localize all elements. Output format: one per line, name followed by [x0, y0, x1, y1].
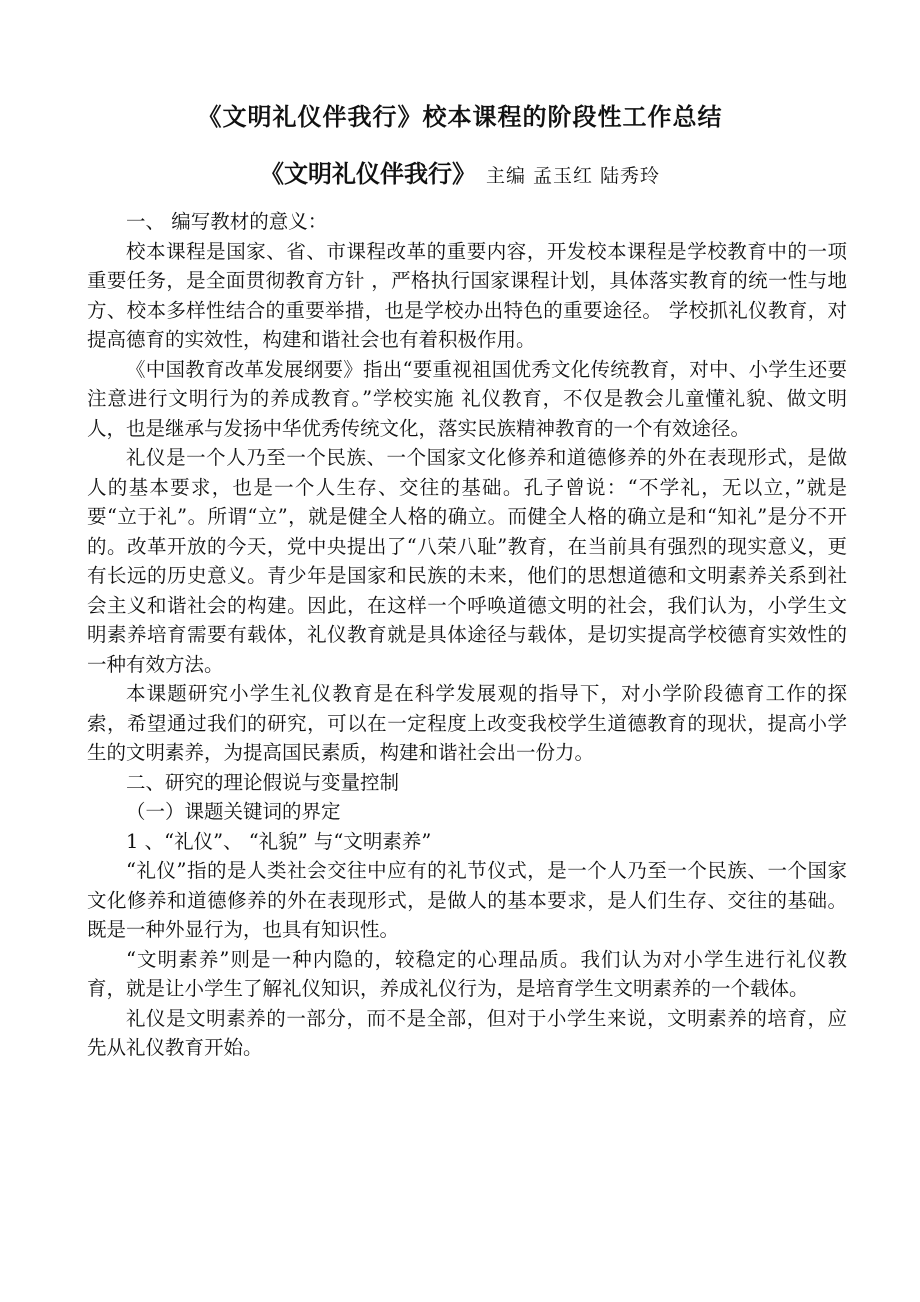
item-heading: 1 、“礼仪”、 “礼貌” 与“文明素养”	[126, 829, 432, 853]
body-paragraph: 礼仪是一个人乃至一个民族、一个国家文化修养和道德修养的外在表现形式，是做人的基本要求，也是一个人生存、交往的基础。孔子曾说：“不学礼，无以立，”就是要“立于礼”。所谓“立”，就是健全人格的确立。而健全人格的确立是和“知礼”是分不开的。改革开放的今天，党中央提出了“八荣八耻”教育，在当前具有强烈的现实意义，更有长远的历史意义。青少年是国家和民族的未来，他们的思想道德和文明素养关系到社会主义和谐社会的构建。因此，在这样一个呼唤道德文明的社会，我们认为，小学生文明素养培育需要有载体，礼仪教育就是具体途径与载体，是切实提高学校德育实效性的一种有效方法。	[87, 446, 847, 676]
body-paragraph: 校本课程是国家、省、市课程改革的重要内容，开发校本课程是学校教育中的一项重要任务，是全面贯彻教育方针 ，严格执行国家课程计划，具体落实教育的统一性与地方、校本多样性结合的重要举措，也是学校办出特色的重要途径。 学校抓礼仪教育，对提高德育的实效性，构建和谐社会也有着积极作用。	[87, 239, 847, 351]
body-paragraph: 本课题研究小学生礼仪教育是在科学发展观的指导下，对小学阶段德育工作的探索，希望通过我们的研究，可以在一定程度上改变我校学生道德教育的现状，提高小学生的文明素养，为提高国民素质，构建和谐社会出一份力。	[87, 682, 847, 764]
body-paragraph: “礼仪”指的是人类社会交往中应有的礼节仪式，是一个人乃至一个民族、一个国家文化修养和道德修养的外在表现形式，是做人的基本要求，是人们生存、交往的基础。既是一种外显行为，也具有知识性。	[87, 859, 847, 941]
subtitle-editors: 主编 孟玉红 陆秀玲	[485, 165, 661, 187]
section-heading: 一、 编写教材的意义：	[126, 210, 328, 233]
body-paragraph: “文明素养”则是一种内隐的，较稳定的心理品质。我们认为对小学生进行礼仪教育，就是让小学生了解礼仪知识，养成礼仪行为，是培育学生文明素养的一个载体。	[87, 947, 847, 1000]
body-paragraph: 《中国教育改革发展纲要》指出“要重视祖国优秀文化传统教育，对中、小学生还要注意进行文明行为的养成教育。”学校实施 礼仪教育，不仅是教会儿童懂礼貌、做文明人，也是继承与发扬中华优秀传统文化，落实民族精神教育的一个有效途径。	[87, 357, 847, 440]
document-subtitle	[60, 158, 860, 192]
document-title: 《文明礼仪伴我行》校本课程的阶段性工作总结	[197, 102, 723, 131]
subsection-heading: （一）课题关键词的界定	[126, 800, 341, 823]
body-paragraph: 礼仪是文明素养的一部分，而不是全部，但对于小学生来说，文明素养的培育，应先从礼仪教育开始。	[87, 1006, 847, 1059]
section-heading: 二、研究的理论假说与变量控制	[126, 770, 400, 794]
subtitle-book-name: 《文明礼仪伴我行》	[259, 159, 476, 188]
document-body	[87, 207, 847, 1063]
